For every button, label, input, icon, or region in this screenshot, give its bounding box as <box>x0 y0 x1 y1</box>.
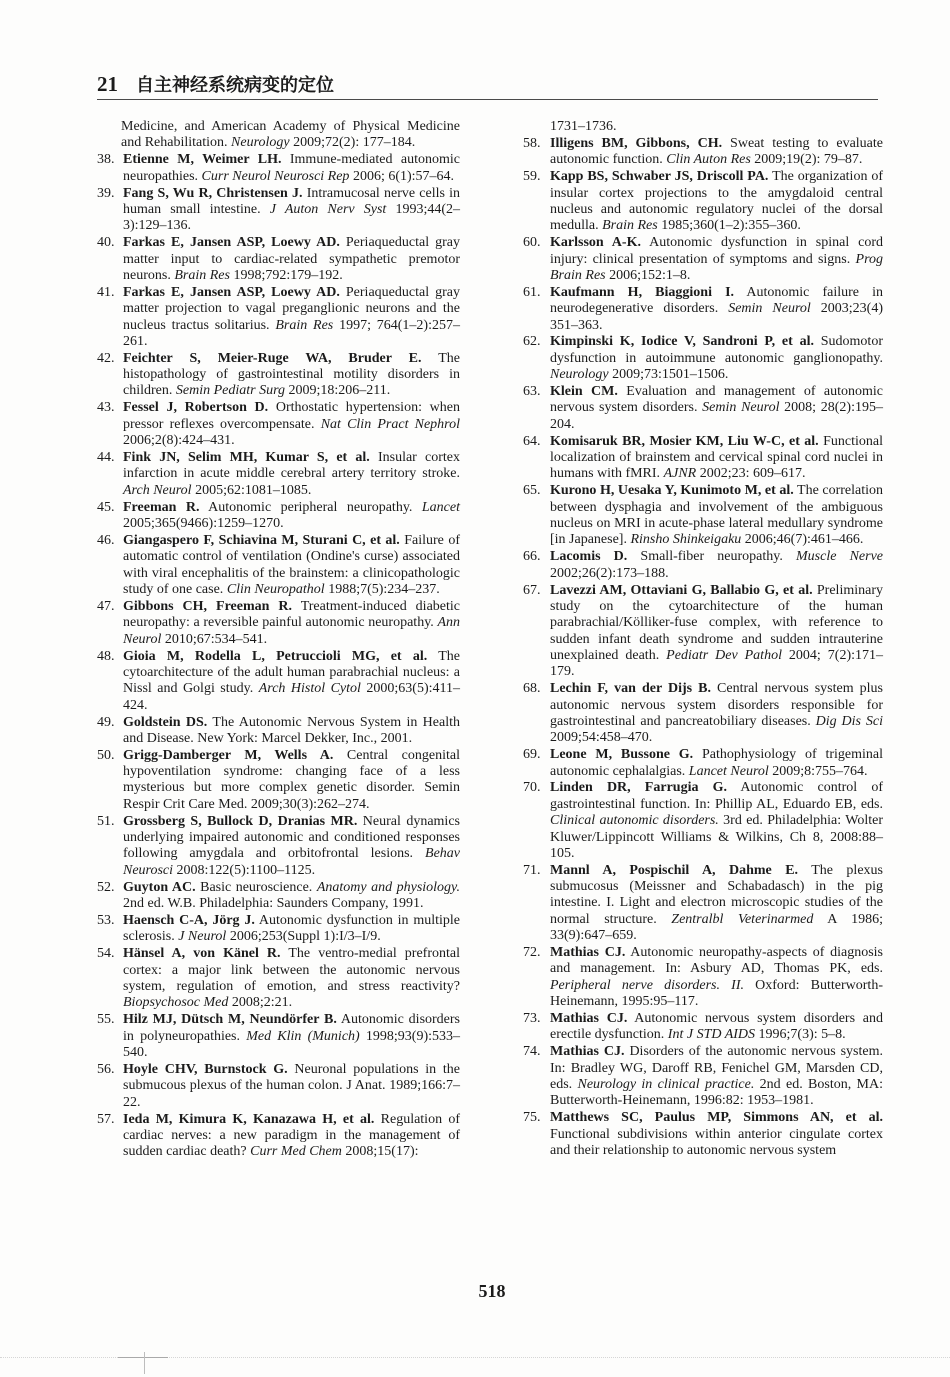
reference-source-title: Pediatr Dev Pathol <box>666 647 782 663</box>
reference-item <box>523 434 883 483</box>
reference-item <box>97 880 460 913</box>
reference-authors: Lacomis D. <box>550 549 628 565</box>
reference-number: 73. <box>523 1011 541 1027</box>
reference-source-title: Arch Histol Cytol <box>258 681 361 697</box>
reference-item <box>97 814 460 879</box>
reference-text: 1996;7(3): 5–8. <box>755 1027 846 1043</box>
reference-source-title: Int J STD AIDS <box>667 1027 756 1043</box>
reference-source-title: Muscle Nerve <box>796 549 883 565</box>
reference-source-title: Nat Clin Pract Nephrol <box>320 416 460 432</box>
reference-item <box>523 681 883 746</box>
reference-number: 61. <box>523 284 541 300</box>
reference-text: The plexus submucosus (Meissner and Schabadasch) in the pig intestine. I. Light and electron microscopic studies of the normal structure. <box>550 862 883 927</box>
reference-text: The organization of insular cortex projections to the amygdaloid central nucleus and autonomic regulatory nuclei of the dorsal medulla. <box>550 169 883 234</box>
reference-text: Intramucosal nerve cells in human small intestine. <box>123 185 461 217</box>
reference-text: The correlation between dysphagia and involvement of the ambiguous nucleus on MRI in acute-phase lateral medullary syndrome [in Japanese]. <box>550 483 883 548</box>
reference-source-title: Arch Neurol <box>123 482 192 498</box>
reference-item <box>97 913 460 946</box>
reference-text: 2006;2(8):424–431. <box>123 433 235 449</box>
reference-authors: Kurono H, Uesaka Y, Kunimoto M, et al. <box>550 483 794 499</box>
header-rule <box>97 99 878 100</box>
reference-item <box>97 152 460 185</box>
reference-source-title: Neurology in clinical practice. <box>577 1077 755 1093</box>
reference-text: The ventro-medial prefrontal cortex: a major link between the autonomic nervous system, regulation of emotion, and stress reactivity? <box>123 946 460 994</box>
reference-authors: Lavezzi AM, Ottaviani G, Ballabio G, et al. <box>550 582 813 598</box>
reference-authors: Mathias CJ. <box>550 945 626 961</box>
reference-number: 70. <box>523 780 541 796</box>
reference-text: Autonomic dysfunction in spinal cord injury: clinical presentation of symptoms and signs. <box>550 235 883 267</box>
reference-text: Basic neuroscience. <box>195 879 317 895</box>
reference-authors: Gibbons CH, Freeman R. <box>123 598 292 614</box>
reference-number: 47. <box>97 598 115 614</box>
chapter-number: 21 <box>97 72 118 96</box>
reference-item <box>523 1011 883 1044</box>
reference-item <box>523 235 883 284</box>
reference-authors: Hilz MJ, Dütsch M, Neundörfer B. <box>123 1012 337 1028</box>
reference-text: Functional localization of brainstem and cervical spinal cord nuclei in humans with fMRI. <box>550 433 883 482</box>
reference-source-title: Zentralbl Veterinarmed <box>671 911 814 927</box>
reference-text: Preliminary study on the cytoarchitecture of the human parabrachial/Kölliker-fuse complex, with reference to sudden infant death syndrome and sudden intrauterine unexplained death. <box>550 582 883 663</box>
reference-number: 75. <box>523 1110 541 1126</box>
reference-text: 2008; 28(2):195–204. <box>550 400 883 432</box>
reference-source-title: Clin Neuropathol <box>226 581 325 597</box>
reference-text: Central nervous system plus autonomic nervous system disorders responsible for gastrointestinal and pancreatobiliary diseases. <box>550 681 883 729</box>
reference-source-title: Curr Neurol Neurosci Rep <box>201 168 350 184</box>
reference-authors: Haensch C-A, Jörg J. <box>123 913 255 928</box>
reference-authors: Farkas E, Jansen ASP, Loewy AD. <box>123 284 340 300</box>
reference-item <box>97 400 460 449</box>
reference-source-title: Semin Neurol <box>702 400 780 416</box>
reference-source-title: Curr Med Chem <box>250 1144 342 1160</box>
reference-text: Immune-mediated autonomic neuropathies. <box>123 152 460 184</box>
reference-number: 66. <box>523 549 541 565</box>
reference-text: 2002;26(2):173–188. <box>550 565 669 581</box>
reference-authors: Freeman R. <box>123 499 200 515</box>
reference-authors: Klein CM. <box>550 384 618 400</box>
reference-number: 72. <box>523 945 541 961</box>
reference-text: 2008:122(5):1100–1125. <box>173 862 316 878</box>
reference-authors: Ieda M, Kimura K, Kanazawa H, et al. <box>123 1111 375 1127</box>
reference-item <box>523 384 883 433</box>
reference-number: 63. <box>523 384 541 400</box>
reference-authors: Etienne M, Weimer LH. <box>123 152 282 168</box>
reference-text: Pathophysiology of trigeminal autonomic cephalalgias. <box>550 747 883 779</box>
reference-text: Neuronal populations in the submucous plexus of the human colon. J Anat. 1989;166:7–22. <box>123 1061 460 1110</box>
reference-authors: Kapp BS, Schwaber JS, Driscoll PA. <box>550 169 769 185</box>
reference-authors: Hänsel A, von Känel R. <box>123 946 281 962</box>
reference-item <box>97 186 460 235</box>
reference-authors: Guyton AC. <box>123 879 196 895</box>
reference-number: 40. <box>97 235 115 251</box>
reference-item <box>97 715 460 748</box>
reference-authors: Mathias CJ. <box>550 1011 628 1027</box>
reference-text: 2009;8:755–764. <box>768 763 868 779</box>
reference-text: Orthostatic hypertension: when pressor reflexes overcompensate. <box>123 400 460 432</box>
reference-authors: Giangaspero F, Schiavina M, Sturani C, et al. <box>123 532 400 548</box>
reference-source-title: Behav Neurosci <box>123 846 460 878</box>
reference-item <box>523 747 883 780</box>
reference-text: Disorders of the autonomic nervous system. In: Bradley WG, Daroff RB, Fenichel GM, Marsden CD, eds. <box>550 1044 883 1093</box>
reference-source-title: Dig Dis Sci <box>815 713 883 729</box>
reference-authors: Goldstein DS. <box>123 714 208 730</box>
reference-text: Regulation of cardiac nerves: a new paradigm in the management of sudden cardiac death? <box>123 1111 460 1160</box>
reference-text: 2008;15(17): <box>341 1144 419 1160</box>
reference-authors: Gioia M, Rodella L, Petruccioli MG, et al. <box>123 648 428 664</box>
reference-text: 2009;73:1501–1506. <box>608 367 729 383</box>
reference-number: 52. <box>97 879 115 895</box>
reference-item <box>523 583 883 681</box>
reference-text: 2005;62:1081–1085. <box>191 482 312 498</box>
reference-text: Autonomic peripheral neuropathy. <box>199 499 422 515</box>
reference-text: 2004; 7(2):171–179. <box>550 647 883 680</box>
reference-text: 2000;63(5):411–424. <box>123 681 460 713</box>
reference-text: Autonomic failure in neurodegenerative disorders. <box>550 284 883 317</box>
reference-number: 57. <box>97 1111 115 1127</box>
reference-source-title: Med Klin (Munich) <box>246 1028 360 1044</box>
reference-text: 2006;152:1–8. <box>605 267 691 283</box>
reference-item <box>523 780 883 862</box>
reference-text: Central congenital hypoventilation syndrome: changing face of a less mysterious but more complex genetic disorder. Semin Respir Crit Care Med. 2009;30(3):262–274. <box>123 747 460 812</box>
reference-item <box>523 285 883 334</box>
reference-number: 71. <box>523 862 541 878</box>
reference-text: Autonomic nervous system disorders and erectile dysfunction. <box>550 1011 883 1043</box>
reference-text: Sudomotor dysfunction in autoimmune autonomic ganglionopathy. <box>550 334 883 366</box>
reference-number: 48. <box>97 648 115 664</box>
reference-text: Oxford: Butterworth-Heinemann, 1995:95–117. <box>550 977 883 1010</box>
reference-column-right <box>523 119 883 1160</box>
reference-authors: Hoyle CHV, Burnstock G. <box>123 1061 288 1077</box>
reference-text: Insular cortex infarction in acute middle cerebral artery territory stroke. <box>123 450 460 482</box>
scan-edge-tick <box>144 1352 145 1374</box>
reference-source-title: Anatomy and physiology. <box>316 879 460 895</box>
reference-number: 56. <box>97 1061 115 1077</box>
reference-text: 2003;23(4) 351–363. <box>550 301 883 333</box>
reference-number: 51. <box>97 813 115 829</box>
reference-number: 50. <box>97 747 115 763</box>
reference-number: 65. <box>523 483 541 499</box>
reference-source-title: Neurology <box>231 135 290 151</box>
reference-text: Autonomic neuropathy-aspects of diagnosis and management. In: Asbury AD, Thomas PK, eds. <box>550 945 883 977</box>
reference-text: 2010;67:534–541. <box>161 631 268 647</box>
reference-text: Neural dynamics underlying impaired autonomic and conditioned responses following amygdala and orbitofrontal lesions. <box>123 813 460 862</box>
reference-text: Sweat testing to evaluate autonomic function. <box>550 135 884 168</box>
reference-item <box>97 235 460 284</box>
reference-source-title: Lancet <box>421 499 460 515</box>
reference-number: 62. <box>523 334 541 350</box>
reference-authors: Kimpinski K, Iodice V, Sandroni P, et al. <box>550 334 814 350</box>
reference-continuation <box>97 119 460 152</box>
reference-number: 46. <box>97 532 115 548</box>
reference-text: 2002;23: 609–617. <box>696 466 806 482</box>
reference-item <box>97 1112 460 1161</box>
reference-number: 42. <box>97 350 115 366</box>
reference-source-title: Lancet Neurol <box>688 763 769 779</box>
reference-number: 59. <box>523 169 541 185</box>
reference-text: 2009;18:206–211. <box>285 383 391 399</box>
reference-item <box>523 334 883 383</box>
reference-source-title: Peripheral nerve disorders. II. <box>550 977 744 993</box>
reference-number: 43. <box>97 400 115 416</box>
reference-column-left <box>97 119 460 1161</box>
reference-authors: Leone M, Bussone G. <box>550 747 694 763</box>
reference-item <box>97 351 460 400</box>
reference-text: 1731–1736. <box>550 119 617 134</box>
reference-number: 64. <box>523 433 541 449</box>
reference-item <box>97 748 460 813</box>
reference-number: 38. <box>97 152 115 168</box>
reference-source-title: Biopsychosoc Med <box>123 995 229 1011</box>
reference-number: 54. <box>97 946 115 962</box>
reference-text: 2008;2:21. <box>228 995 293 1011</box>
reference-item <box>523 1110 883 1159</box>
reference-continuation <box>523 119 883 135</box>
reference-number: 53. <box>97 913 115 928</box>
reference-authors: Feichter S, Meier-Ruge WA, Bruder E. <box>123 350 422 366</box>
reference-authors: Mannl A, Pospischil A, Dahme E. <box>550 862 799 878</box>
reference-item <box>97 285 460 350</box>
reference-authors: Grigg-Damberger M, Wells A. <box>123 747 334 763</box>
reference-text: Autonomic control of gastrointestinal function. In: Phillip AL, Eduardo EB, eds. <box>550 780 883 812</box>
reference-source-title: Neurology <box>550 367 609 383</box>
reference-authors: Karlsson A-K. <box>550 235 641 251</box>
reference-authors: Illigens BM, Gibbons, CH. <box>550 135 723 151</box>
reference-text: Failure of automatic control of ventilation (Ondine's curse) associated with viral encephalitis of the brainstem: a clinicopathologic study of one case. <box>123 532 460 597</box>
reference-source-title: AJNR <box>663 466 697 482</box>
reference-text: Functional subdivisions within anterior cingulate cortex and their relationship to autonomic nervous system <box>550 1126 883 1158</box>
page-number: 518 <box>478 1281 506 1301</box>
reference-number: 69. <box>523 747 541 763</box>
reference-source-title: Semin Pediatr Surg <box>175 383 286 399</box>
reference-text: Treatment-induced diabetic neuropathy: a reversible painful autonomic neuropathy. <box>123 598 460 631</box>
reference-item <box>97 500 460 533</box>
reference-source-title: Clin Auton Res <box>666 152 751 168</box>
reference-authors: Kaufmann H, Biaggioni I. <box>550 284 735 300</box>
reference-text: Autonomic disorders in polyneuropathies. <box>123 1012 461 1044</box>
reference-number: 49. <box>97 714 115 730</box>
reference-number: 74. <box>523 1044 541 1060</box>
reference-item <box>523 945 883 1010</box>
reference-text: Autonomic dysfunction in multiple sclerosis. <box>123 913 460 945</box>
reference-text: 1988;7(5):234–237. <box>324 581 440 597</box>
reference-authors: Grossberg S, Bullock D, Dranias MR. <box>123 813 358 829</box>
reference-text: 1985;360(1–2):355–360. <box>657 218 801 234</box>
reference-text: 2006; 6(1):57–64. <box>349 168 455 184</box>
reference-number: 44. <box>97 450 115 466</box>
reference-item <box>97 1062 460 1111</box>
reference-number: 39. <box>97 185 115 201</box>
reference-number: 41. <box>97 284 115 300</box>
reference-text: 2009;54:458–470. <box>550 730 653 746</box>
reference-authors: Fink JN, Selim MH, Kumar S, et al. <box>123 450 370 466</box>
scan-edge-mark <box>118 1357 168 1358</box>
reference-item <box>97 1012 460 1061</box>
reference-text: 1998;792:179–192. <box>229 267 343 283</box>
reference-number: 45. <box>97 499 115 515</box>
reference-text: 1993;44(2–3):129–136. <box>123 201 461 234</box>
reference-source-title: Brain Res <box>275 317 334 333</box>
reference-source-title: Clinical autonomic disorders. <box>550 813 719 829</box>
reference-source-title: Ann Neurol <box>123 615 460 647</box>
reference-authors: Fang S, Wu R, Christensen J. <box>123 185 303 201</box>
reference-authors: Komisaruk BR, Mosier KM, Liu W-C, et al. <box>550 433 819 449</box>
reference-item <box>97 946 460 1011</box>
reference-authors: Farkas E, Jansen ASP, Loewy AD. <box>123 235 340 251</box>
reference-item <box>523 863 883 945</box>
reference-text: 3rd ed. Philadelphia: Wolter Kluwer/Lippincott Williams & Wilkins, Ch 8, 2008:88–105. <box>550 813 883 861</box>
reference-number: 67. <box>523 582 541 598</box>
reference-authors: Lechin F, van der Dijs B. <box>550 681 711 697</box>
reference-text: 1998;93(9):533–540. <box>123 1028 461 1060</box>
reference-text: A 1986; 33(9):647–659. <box>550 911 883 944</box>
reference-text: Evaluation and management of autonomic nervous system disorders. <box>550 384 883 416</box>
reference-text: 2nd ed. W.B. Philadelphia: Saunders Company, 1991. <box>123 896 424 912</box>
reference-text: 2006;253(Suppl 1):I/3–I/9. <box>226 929 381 945</box>
reference-source-title: J Auton Nerv Syst <box>269 201 387 217</box>
reference-text: 1997; 764(1–2):257–261. <box>123 317 460 349</box>
reference-number: 58. <box>523 135 541 151</box>
reference-number: 68. <box>523 681 541 697</box>
reference-text: Periaqueductal gray matter projection to vagal preganglionic neurons and the nucleus tractus solitarius. <box>123 284 461 333</box>
reference-text: 2009;19(2): 79–87. <box>750 152 863 168</box>
reference-source-title: Semin Neurol <box>728 301 811 317</box>
reference-item <box>97 450 460 499</box>
reference-item <box>97 649 460 714</box>
reference-authors: Linden DR, Farrugia G. <box>550 780 728 796</box>
reference-source-title: Prog Brain Res <box>550 251 883 283</box>
chapter-title: 自主神经系统病变的定位 <box>136 75 334 96</box>
reference-text: Periaqueductal gray matter input to cardiac-related sympathetic premotor neurons. <box>123 235 461 283</box>
reference-item <box>523 136 883 169</box>
reference-source-title: Brain Res <box>602 218 658 234</box>
reference-authors: Matthews SC, Paulus MP, Simmons AN, et al. <box>550 1110 883 1126</box>
reference-text: 2006;46(7):461–466. <box>741 532 864 548</box>
reference-text: 2009;72(2): 177–184. <box>289 135 416 151</box>
reference-source-title: J Neurol <box>178 929 227 945</box>
reference-item <box>523 1044 883 1109</box>
reference-item <box>97 533 460 598</box>
reference-text: Medicine, and American Academy of Physical Medicine and Rehabilitation. <box>121 119 460 151</box>
reference-text: The histopathology of gastrointestinal motility disorders in children. <box>123 350 461 399</box>
reference-source-title: Brain Res <box>174 267 230 283</box>
reference-item <box>523 169 883 234</box>
reference-authors: Mathias CJ. <box>550 1044 625 1060</box>
reference-item <box>97 599 460 648</box>
reference-number: 60. <box>523 235 541 251</box>
reference-text: The cytoarchitecture of the adult human parabrachial nucleus: a Nissl and Golgi study. <box>123 648 460 697</box>
reference-source-title: Rinsho Shinkeigaku <box>630 532 742 548</box>
reference-item <box>523 549 883 582</box>
reference-number: 55. <box>97 1012 115 1028</box>
reference-text: The Autonomic Nervous System in Health and Disease. New York: Marcel Dekker, Inc., 2001. <box>123 714 460 746</box>
reference-text: 2nd ed. Boston, MA: Butterworth-Heinemann, 1996:82: 1953–1981. <box>550 1077 883 1109</box>
reference-authors: Fessel J, Robertson D. <box>123 400 269 416</box>
reference-text: Small-fiber neuropathy. <box>627 549 797 565</box>
reference-item <box>523 483 883 548</box>
running-header <box>97 71 334 97</box>
reference-text: 2005;365(9466):1259–1270. <box>123 516 284 531</box>
